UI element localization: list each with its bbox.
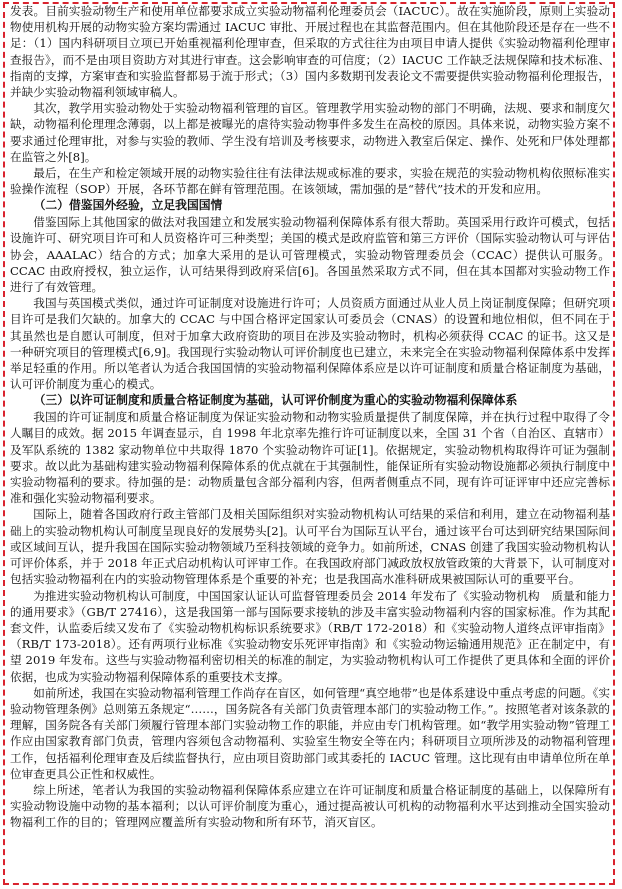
paragraph: 综上所述，笔者认为我国的实验动物福利保障体系应建立在许可证制度和质量合格证制度的基础上，以保障所有实验动物设施中动物的基本福利；以认可评价制度为重心，通过提高被认可机构的动物福利水平达到推动全国实验动物福利工作的目的；管理网应覆盖所有实验动物和所有环节，消灭盲区。 (10, 782, 610, 830)
paragraph: 为推进实验动物机构认可制度，中国国家认证认可监督管理委员会 2014 年发布了《实验动物机构 质量和能力的通用要求》（GB/T 27416），这是我国第一部与国际要求接轨的涉及丰富实验动物福利内容的国家标准。作为其配套文件，认监委后续又发布了《实验动物机构标识系统要求》（RB/T 172-2018）和《实验动物人道终点评审指南》（RB/T 173-2018）。还有两项行业标准《实验动物安乐死评审指南》和《实验动物运输通用规范》正在制定中，有望 2019 年发布。这些与实验动物福利密切相关的标准的制定，为实验动物机构认可工作提供了更具体和全面的评价依据，也成为实验动物福利保障体系的重要技术支撑。 (10, 588, 610, 684)
paragraph: 发表。目前实验动物生产和使用单位都要求成立实验动物福利伦理委员会（IACUC）。故在实施阶段，原则上实验动物使用机构开展的动物实验方案均需通过 IACUC 审批、开展过程也在其监督范围内。但在其他阶段还是存在一些不足：（1）国内科研项目立项已开始重视福利伦理审查，但采取的方式往往为由项目申请人提供《实验动物福利伦理审查报告》，而不是由项目资助方对其进行审查。这会影响审查的可信度；（2）IACUC 工作缺乏法规保障和技术标准、指南的支撑，方案审查和实验监督都易于流于形式；（3）国内多数期刊发表论文不需要提供实验动物福利伦理报告，并缺少实验动物福利领域审稿人。 (10, 4, 610, 100)
paragraph: 我国与英国模式类似，通过许可证制度对设施进行许可；人员资质方面通过从业人员上岗证制度保障；但研究项目许可是我们欠缺的。加拿大的 CCAC 与中国合格评定国家认可委员会（CNAS）的设置和地位相似，但不同在于其虽然也是自愿认可制度，但对于加拿大政府资助的项目在涉及实验动物时，机构必须获得 CCAC 的证书。这又是一种研究项目的管理模式[6,9]。我国现行实验动物认可评价制度也已建立，未来完全在实验动物福利保障体系中发挥举足轻重的作用。所以笔者认为适合我国国情的实验动物福利保障体系应是以许可证制度和质量合格证制度为基础，认可评价制度为重心的模式。 (10, 296, 610, 392)
paragraph: 其次，教学用实验动物处于实验动物福利管理的盲区。管理教学用实验动物的部门不明确，法规、要求和制度欠缺，动物福利伦理理念薄弱，以上都是被曝光的虐待实验动物事件多发生在高校的原因。具体来说，动物实验方案不要求通过伦理审批，对参与实验的教师、学生没有培训及考核要求，动物进入教室后保定、操作、处死和尸体处理都在监管之外[8]。 (10, 101, 610, 164)
paragraph: 如前所述，我国在实验动物福利管理工作尚存在盲区，如何管理“真空地带”也是体系建设中重点考虑的问题。《实验动物管理条例》总则第五条规定“……，国务院各有关部门负责管理本部门的实验动物工作。”。按照笔者对该条款的理解，国务院各有关部门须履行管理本部门实验动物工作的职能，并应由专门机构管理。如“教学用实验动物”管理工作应由国家教育部门负责，管理内容须包含动物福利、实验室生物安全等在内；科研项目立项所涉及的动物福利管理工作，包括福利伦理审查及后续监督执行，应由项目资助部门或其委托的 IACUC 管理。这比现有由申请单位所在单位审查更具公正性和权威性。 (10, 685, 610, 781)
section-heading: （三）以许可证制度和质量合格证制度为基础，认可评价制度为重心的实验动物福利保障体系 (33, 393, 518, 408)
article-body (10, 3, 610, 831)
paragraph: 借鉴国际上其他国家的做法对我国建立和发展实验动物福利保障体系有很大帮助。英国采用行政许可模式，包括设施许可、研究项目许可和人员资格许可三种类型；美国的模式是政府监管和第三方评价（国际实验动物认可与评估协会，AAALAC）结合的方式；加拿大采用的是认可管理模式，实验动物管理委员会（CCAC）提供认可服务。CCAC 由政府授权，独立运作，认可结果得到政府采信[6]。各国虽然采取方式不同，但在其本国都对实验动物工作进行了有效管理。 (10, 215, 610, 295)
paragraph: 国际上，随着各国政府行政主管部门及相关国际组织对实验动物机构认可结果的采信和利用，建立在动物福利基础上的实验动物机构认可制度呈现良好的发展势头[2]。认可平台为国际互认平台，通过该平台可达到研究结果国际间或区域间互认，提升我国在国际实验动物领域乃至科技领域的竞争力。如前所述，CNAS 创建了我国实验动物机构认可评价体系，并于 2018 年正式启动机构认可评审工作。在我国政府部门减政放权放管政策的大背景下，认可制度对包括实验动物福利在内的实验动物管理体系是个重要的补充；也是我国高水准科研成果被国际认可的重要平台。 (10, 507, 610, 587)
paragraph: 最后，在生产和检定领域开展的动物实验往往有法律法规或标准的要求，实验在规范的实验动物机构依照标准实验操作流程（SOP）开展，各环节都在鲜有管理范围。在该领域，需加强的是“替代”技术的开发和应用。 (10, 166, 610, 197)
section-heading: （二）借鉴国外经验，立足我国国情 (33, 198, 223, 213)
paragraph: 我国的许可证制度和质量合格证制度为保证实验动物和动物实验质量提供了制度保障，并在执行过程中取得了令人瞩目的成效。据 2015 年调查显示，自 1998 年北京率先推行许可证制度以来，全国 31 个省（自治区、直辖市）及军队系统的 1382 家动物单位中共取得 1870 个实验动物许可证[1]。依据规定，实验动物机构取得许可证为强制要求。故以此为基础构建实验动物福利保障体系的优点就在于其强制性，能保证所有实验动物设施都必须执行制度中实验动物福利的要求。待加强的是：动物质量包含部分福利内容，但两者侧重点不同，现有许可证评审中还应完善标准和强化实验动物福利要求。 (10, 410, 610, 506)
